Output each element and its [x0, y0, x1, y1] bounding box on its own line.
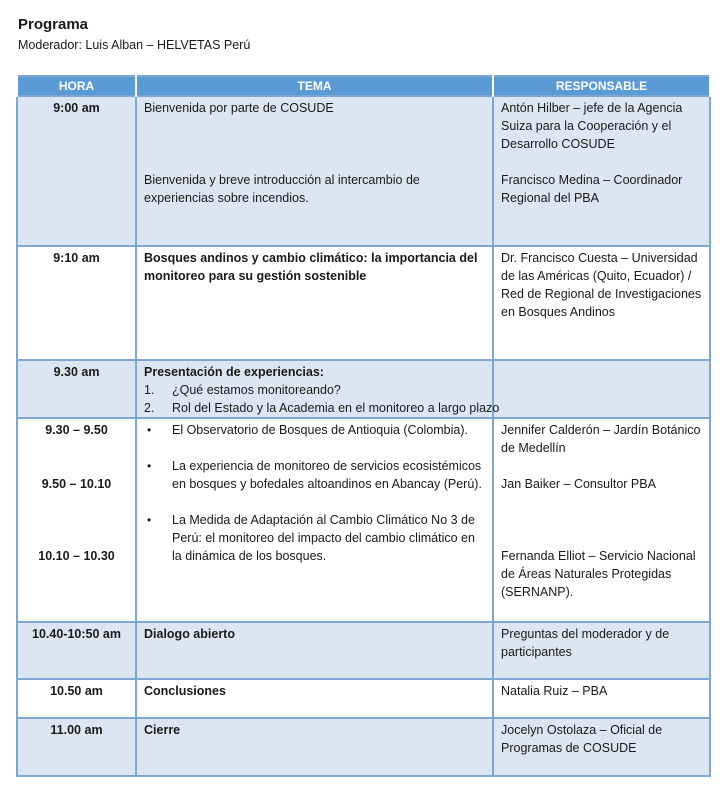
topic-cell [136, 96, 493, 246]
column-header-responsable: RESPONSABLE [493, 76, 710, 96]
moderator-line: Moderador: Luis Alban – HELVETAS Perú [18, 38, 251, 52]
bullet-icon: • [147, 513, 152, 527]
topic-cell: Dialogo abierto [136, 622, 493, 679]
topic-cell: Conclusiones [136, 679, 493, 718]
column-header-hora: HORA [17, 76, 136, 96]
responsible-cell: Preguntas del moderador y de participantes [493, 622, 710, 679]
responsible-cell [493, 418, 710, 622]
program-title: Programa [18, 16, 89, 33]
table-row [17, 246, 710, 360]
responsible-cell [493, 360, 710, 418]
bullet-item: • El Observatorio de Bosques de Antioquia (Colombia). [147, 423, 468, 437]
topic-cell [136, 360, 500, 418]
table-row [17, 418, 710, 622]
responsible-text: Antón Hilber – jefe de la Agencia Suiza para la Cooperación y el Desarrollo COSUDE [501, 101, 683, 151]
topic-text: Bienvenida por parte de COSUDE [144, 101, 334, 115]
time-cell: 10.40-10:50 am [17, 622, 136, 679]
time-cell [17, 418, 136, 622]
list-item: 2. Rol del Estado y la Academia en el monitoreo a largo plazo [144, 401, 500, 415]
responsible-text: Jan Baiker – Consultor PBA [501, 477, 656, 491]
column-header-tema: TEMA [136, 76, 493, 96]
topic-cell: Cierre [136, 718, 493, 776]
responsible-text: Jennifer Calderón – Jardín Botánico de Medellín [501, 423, 701, 455]
bullet-icon: • [147, 459, 152, 473]
topic-list [144, 381, 500, 417]
table-header-row [17, 76, 710, 96]
table-row [17, 360, 710, 418]
table-row [17, 679, 710, 718]
time-text: 10.10 – 10.30 [38, 549, 115, 563]
table-row [17, 622, 710, 679]
table-row [17, 96, 710, 246]
responsible-text: Fernanda Elliot – Servicio Nacional de Áreas Naturales Protegidas (SERNANP). [501, 549, 696, 599]
time-text: 9.50 – 10.10 [41, 477, 112, 491]
topic-text: Presentación de experiencias: [144, 365, 324, 379]
time-text: 9.30 – 9.50 [45, 423, 108, 437]
time-cell: 11.00 am [17, 718, 136, 776]
list-item: 1. ¿Qué estamos monitoreando? [144, 383, 341, 397]
topic-text: Bienvenida y breve introducción al intercambio de experiencias sobre incendios. [144, 173, 420, 205]
time-cell: 10.50 am [17, 679, 136, 718]
responsible-cell [493, 96, 710, 246]
topic-cell [136, 418, 493, 622]
program-table [16, 75, 711, 777]
responsible-cell: Jocelyn Ostolaza – Oficial de Programas de COSUDE [493, 718, 710, 776]
responsible-cell: Dr. Francisco Cuesta – Universidad de las Américas (Quito, Ecuador) / Red de Regional de Investigaciones en Bosques Andinos [493, 246, 710, 360]
bullet-item: • La experiencia de monitoreo de servicios ecosistémicos en bosques y bofedales altoandinos en Abancay (Perú). [147, 459, 482, 491]
responsible-cell: Natalia Ruiz – PBA [493, 679, 710, 718]
topic-cell: Bosques andinos y cambio climático: la importancia del monitoreo para su gestión sostenible [136, 246, 493, 360]
bullet-icon: • [147, 423, 152, 437]
bullet-item: • La Medida de Adaptación al Cambio Climático No 3 de Perú: el monitoreo del impacto del cambio climático en la dinámica de los bosques. [147, 513, 475, 563]
time-cell: 9:00 am [17, 96, 136, 246]
time-cell: 9.30 am [17, 360, 136, 418]
time-cell: 9:10 am [17, 246, 136, 360]
responsible-text: Francisco Medina – Coordinador Regional del PBA [501, 173, 683, 205]
table-row [17, 718, 710, 776]
